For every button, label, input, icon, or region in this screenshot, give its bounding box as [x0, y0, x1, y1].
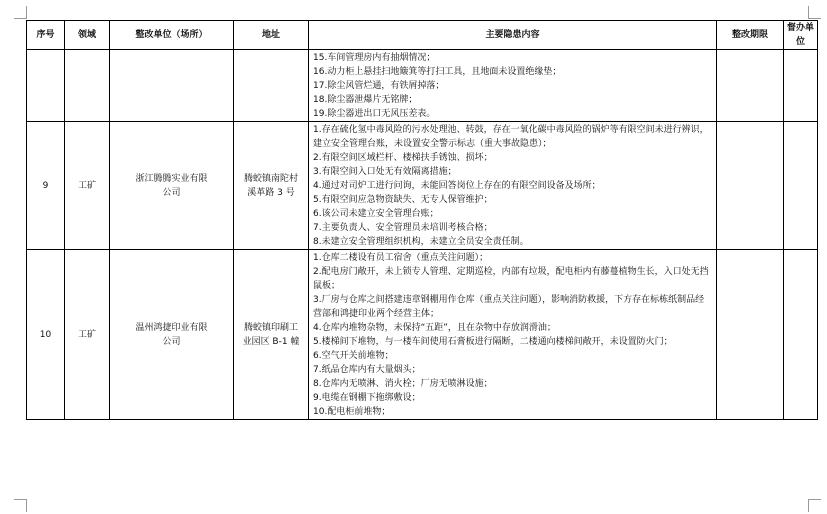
address-text: 腾蛟镇印刷工业园区 B-1 幢 — [242, 322, 300, 347]
field-cell: 工矿 — [65, 122, 110, 250]
deadline-cell — [717, 122, 784, 250]
hazard-item: 8.仓库内无喷淋、消火栓；厂房无喷淋设施； — [313, 379, 493, 389]
hazard-item: 2.有限空间区域栏杆、楼梯扶手锈蚀、损坏； — [313, 153, 493, 163]
hazard-item: 5.楼梯间下堆物，与一楼车间使用石膏板进行隔断，二楼通向楼梯间敞开，未设置防火门； — [313, 337, 673, 347]
header-hazard-content: 主要隐患内容 — [309, 21, 717, 50]
supervisor-cell — [784, 50, 818, 122]
corner-crop-mark — [14, 6, 27, 19]
hazard-item: 4.通过对司炉工进行问询，未能回答岗位上存在的有限空间设备及场所； — [313, 181, 601, 191]
header-supervisor: 督办单位 — [784, 21, 818, 50]
unit-name: 浙江腾腾实业有限公司 — [135, 173, 208, 198]
deadline-cell — [717, 50, 784, 122]
hazard-item: 3.厂房与仓库之间搭建违章钢棚用作仓库（重点关注问题），影响消防救援，下方存在标栋纸制品经营部和鸿捷印业两个经营主体； — [313, 295, 705, 319]
table-row — [27, 50, 818, 122]
address-cell — [234, 250, 309, 420]
hazard-item: 16.动力柜上悬挂扫地簸箕等打扫工具，且地面未设置绝缘垫； — [313, 67, 562, 77]
hazard-item: 4.仓库内堆物杂物，未保持“五距”，且在杂物中存放润滑油； — [313, 323, 556, 333]
hazard-content-cell — [309, 50, 717, 122]
hazard-content-cell — [309, 122, 717, 250]
hazard-rectification-table — [26, 20, 818, 420]
hazard-item: 7.主要负责人、安全管理员未培训考核合格； — [313, 223, 493, 233]
serial-no-cell: 10 — [27, 250, 65, 420]
table-row — [27, 250, 818, 420]
hazard-item: 15.车间管理房内有抽烟情况； — [313, 53, 436, 63]
unit-cell — [110, 122, 234, 250]
address-cell — [234, 122, 309, 250]
hazard-item: 18.除尘器泄爆片无铭牌； — [313, 95, 418, 105]
table-row — [27, 122, 818, 250]
header-address: 地址 — [234, 21, 309, 50]
hazard-item: 17.除尘风管烂通，有铁屑掉落； — [313, 81, 445, 91]
field-cell: 工矿 — [65, 250, 110, 420]
supervisor-cell — [784, 122, 818, 250]
hazard-item: 6.该公司未建立安全管理台账； — [313, 209, 439, 219]
header-field: 领域 — [65, 21, 110, 50]
deadline-cell — [717, 250, 784, 420]
hazard-item: 6.空气开关前堆物； — [313, 351, 394, 361]
hazard-item: 19.除尘器进出口无风压差表。 — [313, 109, 436, 119]
hazard-item: 1.仓库二楼设有员工宿舍（重点关注问题）； — [313, 253, 489, 263]
serial-no-cell: 9 — [27, 122, 65, 250]
hazard-item: 10.配电柜前堆物； — [313, 407, 391, 417]
unit-cell — [110, 250, 234, 420]
unit-cell — [110, 50, 234, 122]
hazard-item: 5.有限空间应急物资缺失、无专人保管维护； — [313, 195, 493, 205]
hazard-item: 2.配电房门敞开，未上锁专人管理、定期巡检，内部有垃圾，配电柜内有藤蔓植物生长，入口处无挡鼠板； — [313, 267, 709, 291]
hazard-item: 1.存在硫化氢中毒风险的污水处理池、转鼓，存在一氧化碳中毒风险的锅炉等有限空间未进行辨识，建立安全管理台账，未设置安全警示标志（重大事故隐患）； — [313, 125, 709, 149]
address-cell — [234, 50, 309, 122]
hazard-item: 3.有限空间入口处无有效隔离措施； — [313, 167, 457, 177]
field-cell — [65, 50, 110, 122]
hazard-content-cell — [309, 250, 717, 420]
address-text: 腾蛟镇南陀村溪革路 3 号 — [243, 173, 298, 198]
corner-crop-mark — [808, 499, 821, 512]
supervisor-cell — [784, 250, 818, 420]
header-deadline: 整改期限 — [717, 21, 784, 50]
serial-no-cell — [27, 50, 65, 122]
unit-name: 温州鸿捷印业有限公司 — [135, 322, 208, 347]
hazard-item: 7.纸品仓库内有大量烟头； — [313, 365, 421, 375]
hazard-item: 8.未建立安全管理组织机构，未建立全员安全责任制。 — [313, 237, 529, 247]
hazard-item: 9.电缆在钢棚下拖绑敷设； — [313, 393, 421, 403]
corner-crop-mark — [14, 499, 27, 512]
corner-crop-mark — [808, 6, 821, 19]
header-serial-no: 序号 — [27, 21, 65, 50]
table-header-row — [27, 21, 818, 50]
header-unit: 整改单位（场所） — [110, 21, 234, 50]
